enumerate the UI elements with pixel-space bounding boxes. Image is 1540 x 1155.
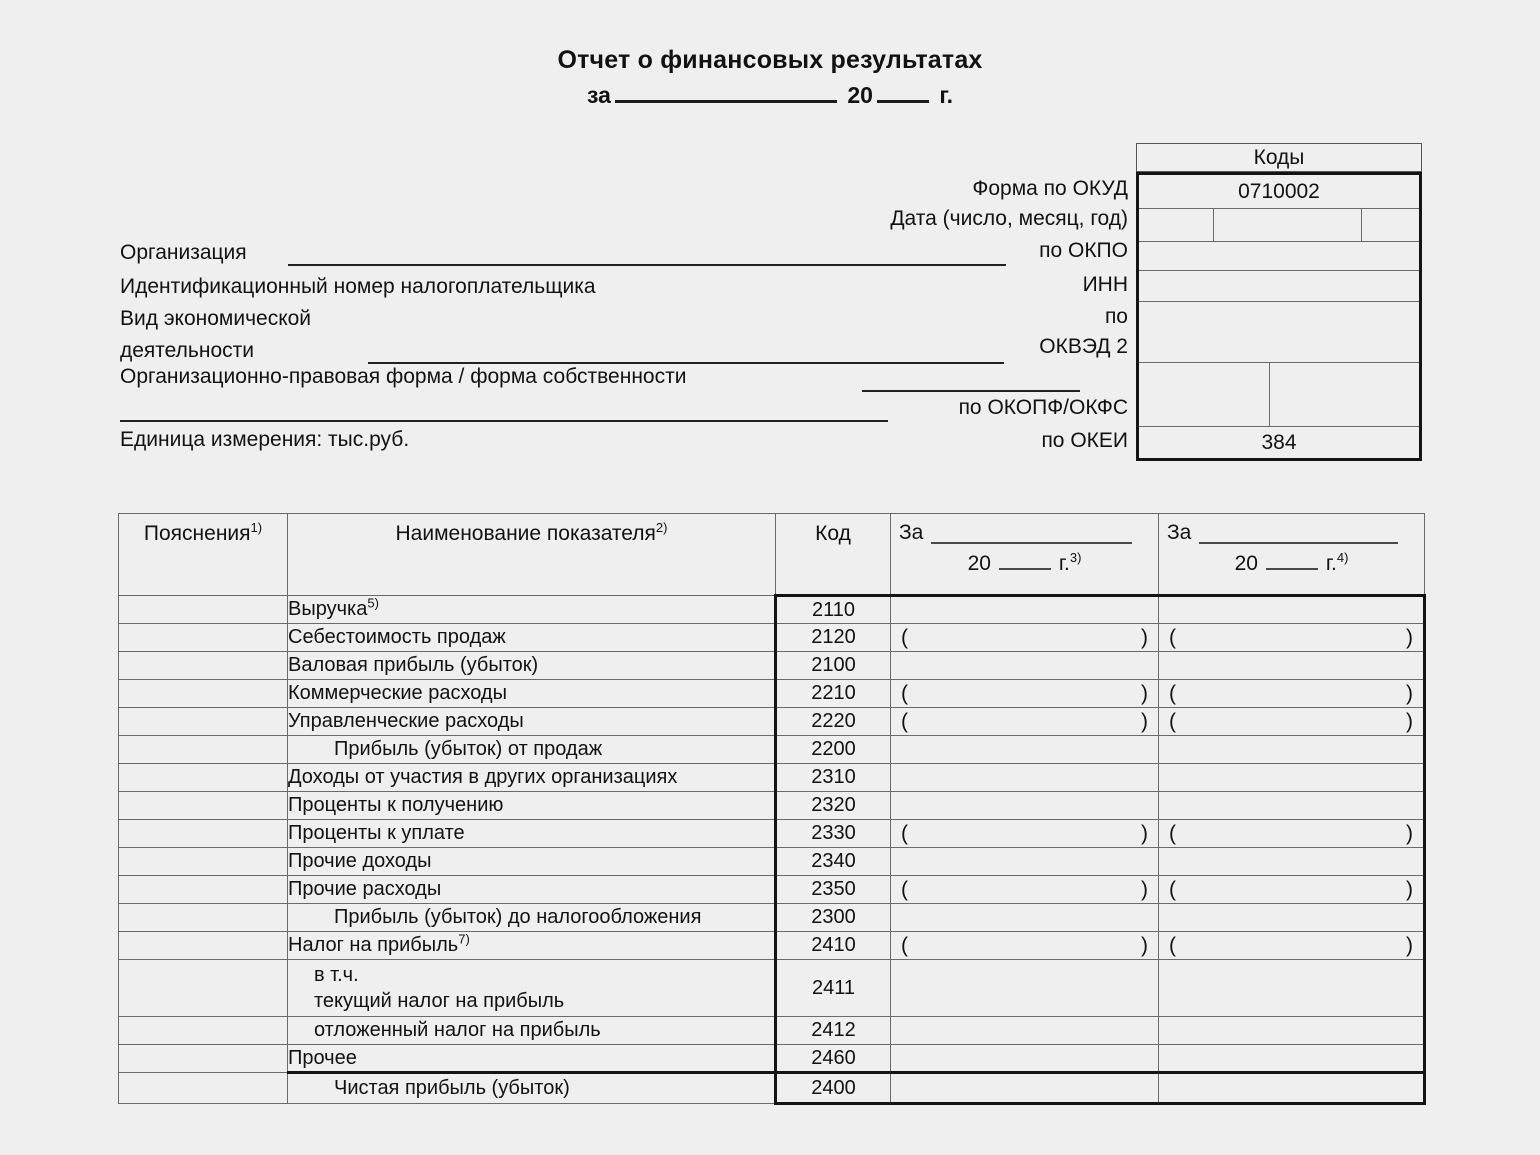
row-code: 2300 [776, 904, 891, 932]
row-code: 2120 [776, 624, 891, 652]
codes-box-body [1136, 172, 1422, 461]
value-cell-period1[interactable] [891, 904, 1159, 932]
table-row-gross-profit [119, 652, 1425, 680]
value-cell-period1[interactable]: ( ) [891, 876, 1159, 904]
row-code: 2210 [776, 680, 891, 708]
indicator-name: Прибыль (убыток) от продаж [288, 736, 776, 764]
indicator-name: Валовая прибыль (убыток) [288, 652, 776, 680]
date-label: Дата (число, месяц, год) [890, 207, 1128, 230]
value-cell-period1[interactable]: ( ) [891, 680, 1159, 708]
date-year-cell[interactable] [1361, 209, 1419, 241]
row-code: 2110 [776, 596, 891, 624]
organization-fill-line[interactable] [288, 264, 1006, 266]
table-row-current-income-tax [119, 960, 1425, 1017]
table-row-interest-payable [119, 820, 1425, 848]
table-row-income-tax [119, 932, 1425, 960]
inn-code-cell[interactable] [1139, 270, 1419, 301]
table-row-net-profit [119, 1073, 1425, 1104]
row-code: 2340 [776, 848, 891, 876]
okved-code-cell[interactable] [1139, 301, 1419, 362]
period-1-fill-line[interactable] [931, 522, 1132, 544]
indicator-name: Себестоимость продаж [288, 624, 776, 652]
legal-form-fill-line-2[interactable] [120, 420, 888, 422]
table-row-revenue [119, 596, 1425, 624]
explanation-cell[interactable] [119, 876, 288, 904]
indicator-name: Прибыль (убыток) до налогообложения [288, 904, 776, 932]
col-header-explanations: Пояснения$^{1)}$ [119, 514, 288, 596]
value-cell-period1[interactable] [891, 1045, 1159, 1073]
value-cell-period1[interactable] [891, 960, 1159, 1017]
value-cell-period2[interactable] [1159, 764, 1425, 792]
value-cell-period2[interactable]: ( ) [1159, 820, 1425, 848]
explanation-cell[interactable] [119, 904, 288, 932]
value-cell-period1[interactable] [891, 764, 1159, 792]
inn-label: ИНН [1082, 273, 1128, 296]
date-code-row [1139, 208, 1419, 241]
value-cell-period1[interactable]: ( ) [891, 624, 1159, 652]
explanation-cell[interactable] [119, 680, 288, 708]
value-cell-period2[interactable]: ( ) [1159, 680, 1425, 708]
row-code: 2350 [776, 876, 891, 904]
explanation-cell[interactable] [119, 848, 288, 876]
value-cell-period1[interactable] [891, 792, 1159, 820]
row-code: 2411 [776, 960, 891, 1017]
value-cell-period2[interactable] [1159, 904, 1425, 932]
period-2-fill-line[interactable] [1199, 522, 1398, 544]
value-cell-period1[interactable]: ( ) [891, 820, 1159, 848]
row-code: 2200 [776, 736, 891, 764]
explanation-cell[interactable] [119, 820, 288, 848]
okopf-label: по ОКОПФ/ОКФС [958, 396, 1128, 419]
row-code: 2460 [776, 1045, 891, 1073]
period-prefix: за [587, 82, 611, 108]
period-1-year-blank[interactable] [999, 552, 1051, 570]
indicator-name: Управленческие расходы [288, 708, 776, 736]
okved-label-line2: ОКВЭД 2 [1039, 335, 1128, 358]
value-cell-period2[interactable] [1159, 848, 1425, 876]
row-code: 2310 [776, 764, 891, 792]
value-cell-period2[interactable] [1159, 1045, 1425, 1073]
row-code: 2412 [776, 1017, 891, 1045]
col-header-code: Код [776, 514, 891, 596]
table-row-management-expenses [119, 708, 1425, 736]
activity-label-line2: деятельности [120, 339, 254, 362]
value-cell-period2[interactable] [1159, 1017, 1425, 1045]
okei-label: по ОКЕИ [1041, 429, 1128, 452]
okud-code-cell: 0710002 [1238, 179, 1320, 203]
explanation-cell[interactable] [119, 1045, 288, 1073]
codes-box-header: Коды [1136, 143, 1422, 172]
value-cell-period2[interactable]: ( ) [1159, 932, 1425, 960]
explanation-cell[interactable] [119, 596, 288, 624]
date-month-cell[interactable] [1213, 209, 1361, 241]
activity-fill-line[interactable] [368, 362, 1004, 364]
period-year: 20 [847, 82, 873, 108]
indicator-name: Налог на прибыль$^{7)}$ [288, 932, 776, 960]
unit-label: Единица измерения: тыс.руб. [120, 428, 410, 451]
explanation-cell[interactable] [119, 652, 288, 680]
explanation-cell[interactable] [119, 960, 288, 1017]
explanation-cell[interactable] [119, 764, 288, 792]
table-row-interest-receivable [119, 792, 1425, 820]
table-row-other-expenses [119, 876, 1425, 904]
explanation-cell[interactable] [119, 1073, 288, 1104]
value-cell-period2[interactable]: ( ) [1159, 876, 1425, 904]
value-cell-period2[interactable] [1159, 652, 1425, 680]
explanation-cell[interactable] [119, 792, 288, 820]
value-cell-period2[interactable] [1159, 960, 1425, 1017]
table-row-participation-income [119, 764, 1425, 792]
activity-label-line1: Вид экономической [120, 307, 312, 330]
okei-code-cell: 384 [1139, 426, 1419, 458]
year-blank-line[interactable] [877, 80, 929, 103]
indicator-name: Прочие доходы [288, 848, 776, 876]
indicator-name: Проценты к получению [288, 792, 776, 820]
value-cell-period1[interactable]: ( ) [891, 932, 1159, 960]
table-row-commercial-expenses [119, 680, 1425, 708]
table-row-cost-of-sales [119, 624, 1425, 652]
okfs-code-cell[interactable] [1269, 363, 1419, 426]
indicator-name: Доходы от участия в других организациях [288, 764, 776, 792]
indicator-name: Выручка$^{5)}$ [288, 596, 776, 624]
financial-indicators-table [118, 513, 1426, 1105]
period-2-year-blank[interactable] [1266, 552, 1318, 570]
row-code: 2320 [776, 792, 891, 820]
okpo-code-cell[interactable] [1139, 241, 1419, 270]
col-header-period-1: За 20 г.$^{3)}$ [891, 514, 1159, 596]
indicator-name: Проценты к уплате [288, 820, 776, 848]
date-day-cell[interactable] [1139, 209, 1213, 241]
explanation-cell[interactable] [119, 736, 288, 764]
indicator-name: отложенный налог на прибыль [288, 1017, 776, 1045]
indicator-name: Чистая прибыль (убыток) [288, 1073, 776, 1104]
period-blank-line[interactable] [615, 80, 837, 103]
table-row-sales-profit [119, 736, 1425, 764]
codes-box [1136, 143, 1422, 461]
col-header-indicator: Наименование показателя$^{2)}$ [288, 514, 776, 596]
row-code: 2410 [776, 932, 891, 960]
row-code: 2220 [776, 708, 891, 736]
indicator-name: Прочее [288, 1045, 776, 1073]
table-row-other [119, 1045, 1425, 1073]
row-code: 2100 [776, 652, 891, 680]
explanation-cell[interactable] [119, 1017, 288, 1045]
col-header-period-2: За 20 г.$^{4)}$ [1159, 514, 1425, 596]
table-row-other-income [119, 848, 1425, 876]
value-cell-period1[interactable] [891, 596, 1159, 624]
table-row-pretax-profit [119, 904, 1425, 932]
legal-form-label: Организационно-правовая форма / форма собственности [120, 365, 687, 388]
explanation-cell[interactable] [119, 708, 288, 736]
row-code: 2330 [776, 820, 891, 848]
table-row-deferred-income-tax [119, 1017, 1425, 1045]
value-cell-period2[interactable] [1159, 736, 1425, 764]
explanation-cell[interactable] [119, 932, 288, 960]
indicator-name: Прочие расходы [288, 876, 776, 904]
organization-label: Организация [120, 241, 247, 264]
explanation-cell[interactable] [119, 624, 288, 652]
value-cell-period2[interactable] [1159, 792, 1425, 820]
indicator-name: Коммерческие расходы [288, 680, 776, 708]
value-cell-period1[interactable] [891, 736, 1159, 764]
value-cell-period1[interactable] [891, 1073, 1159, 1104]
value-cell-period2[interactable]: ( ) [1159, 708, 1425, 736]
taxpayer-id-label: Идентификационный номер налогоплательщика [120, 275, 596, 298]
okved-label-line1: по [1104, 305, 1128, 328]
value-cell-period2[interactable]: ( ) [1159, 624, 1425, 652]
legal-form-fill-line-1[interactable] [862, 390, 1080, 392]
value-cell-period1[interactable] [891, 848, 1159, 876]
okopf-okfs-code-row [1139, 362, 1419, 426]
period-suffix: г. [939, 82, 953, 108]
table-header-row [119, 514, 1425, 596]
value-cell-period1[interactable] [891, 652, 1159, 680]
indicator-name: в т.ч. текущий налог на прибыль [288, 960, 776, 1017]
value-cell-period2[interactable] [1159, 1073, 1425, 1104]
okopf-code-cell[interactable] [1139, 363, 1269, 426]
okpo-label: по ОКПО [1039, 239, 1128, 262]
page-title: Отчет о финансовых результатах [557, 46, 983, 74]
row-code: 2400 [776, 1073, 891, 1104]
value-cell-period2[interactable] [1159, 596, 1425, 624]
value-cell-period1[interactable]: ( ) [891, 708, 1159, 736]
value-cell-period1[interactable] [891, 1017, 1159, 1045]
okud-label: Форма по ОКУД [972, 177, 1128, 200]
form-period-line [0, 80, 1540, 109]
